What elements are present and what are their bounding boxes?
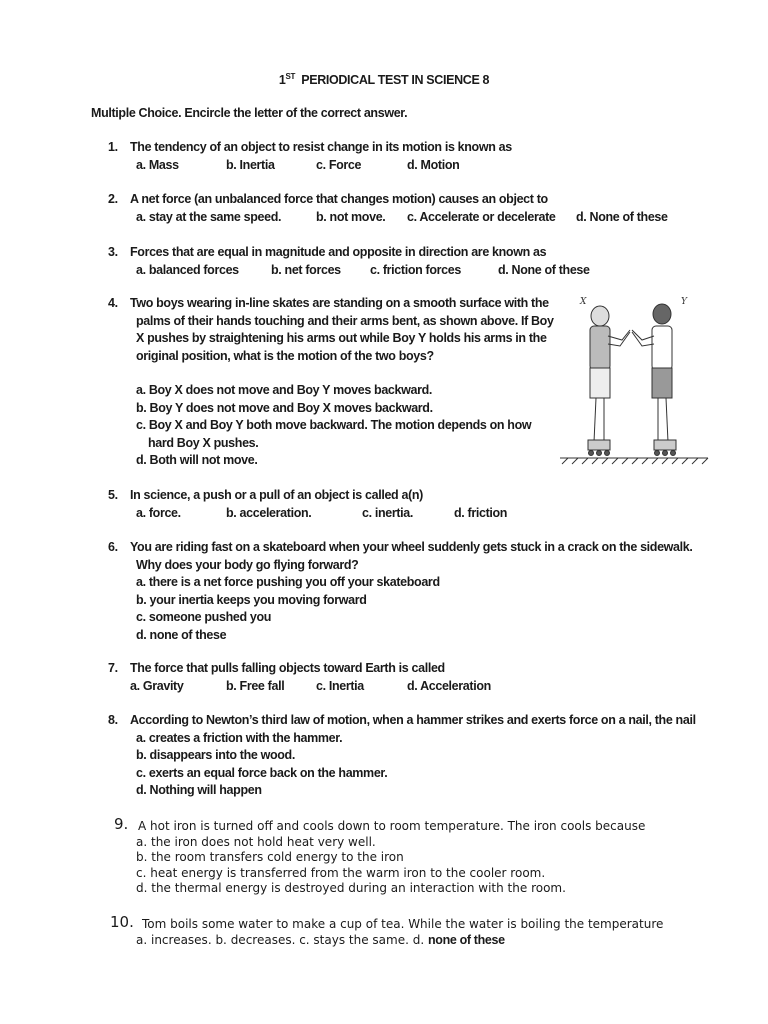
question-number: 3.: [108, 245, 118, 259]
question-9: [114, 815, 646, 897]
question-stem: Two boys wearing in-line skates are standing on a smooth surface with the palms of their hands touching and their arms bent, as shown above. If Boy X pushes by straightening his arms out while Boy Y holds his arms in the original position, what is the motion of the two boys?: [130, 296, 554, 363]
options-row: [130, 209, 668, 227]
question-4: [108, 295, 555, 470]
figure-two-boys-skating: [556, 292, 712, 470]
option-c[interactable]: c. inertia.: [362, 505, 414, 520]
title-text: PERIODICAL TEST IN SCIENCE 8: [301, 73, 490, 87]
question-7: [108, 660, 491, 695]
page-title: [0, 72, 768, 87]
option-d[interactable]: d. None of these: [498, 262, 590, 277]
question-stem: The force that pulls falling objects toward Earth is called: [130, 661, 445, 675]
option-d[interactable]: d. Acceleration: [407, 678, 491, 693]
option-b[interactable]: b. Boy Y does not move and Boy X moves backward.: [136, 400, 433, 415]
question-stem: Forces that are equal in magnitude and opposite in direction are known as: [130, 245, 547, 259]
option-a[interactable]: a. there is a net force pushing you off your skateboard: [136, 575, 440, 589]
option-d[interactable]: d. Both will not move.: [136, 453, 258, 467]
option-c[interactable]: c. heat energy is transferred from the warm iron to the cooler room.: [136, 865, 546, 880]
label-x: X: [580, 297, 587, 307]
boy-x-icon: [588, 306, 630, 456]
question-number: 4.: [108, 296, 118, 310]
question-number: 1.: [108, 140, 118, 154]
option-a[interactable]: a. stay at the same speed.: [136, 209, 282, 224]
question-8: [108, 712, 696, 800]
title-prefix: 1: [278, 73, 286, 87]
question-2: [108, 191, 668, 226]
question-1: [108, 139, 512, 174]
option-b[interactable]: b. disappears into the wood.: [136, 748, 295, 762]
option-c[interactable]: c. friction forces: [370, 262, 461, 277]
option-a[interactable]: a. balanced forces: [136, 262, 239, 277]
question-number: 2.: [108, 192, 118, 206]
option-a[interactable]: a. Gravity: [130, 678, 184, 693]
question-number: 6.: [108, 540, 118, 554]
question-number: 10.: [110, 913, 134, 931]
question-10: [110, 913, 664, 948]
option-d-text[interactable]: none of these: [428, 932, 505, 947]
boy-y-icon: [632, 304, 676, 456]
title-superscript: ST: [285, 72, 295, 81]
question-6: [108, 539, 693, 644]
option-a[interactable]: a. Boy X does not move and Boy Y moves backward.: [136, 383, 433, 397]
question-number: 9.: [114, 815, 129, 833]
label-y: Y: [681, 297, 687, 307]
ground-hatching: [560, 458, 708, 464]
question-stem: In science, a push or a pull of an object is called a(n): [130, 488, 423, 502]
option-c[interactable]: c. Inertia: [316, 678, 364, 693]
option-c[interactable]: c. Accelerate or decelerate: [407, 209, 556, 224]
option-b[interactable]: b. not move.: [316, 209, 386, 224]
option-d[interactable]: d. None of these: [576, 209, 668, 224]
option-b[interactable]: b. Inertia: [226, 157, 275, 172]
option-b[interactable]: b. your inertia keeps you moving forward: [136, 592, 367, 607]
question-number: 5.: [108, 488, 118, 502]
option-d[interactable]: d. none of these: [136, 627, 227, 642]
option-c-continued: hard Boy X pushes.: [148, 435, 259, 450]
option-c[interactable]: c. exerts an equal force back on the hammer.: [136, 765, 388, 780]
options-inline[interactable]: a. increases. b. decreases. c. stays the same. d.: [136, 932, 425, 947]
options-row: [130, 678, 491, 696]
option-d[interactable]: d. Nothing will happen: [136, 783, 262, 797]
option-d[interactable]: d. the thermal energy is destroyed during an interaction with the room.: [136, 881, 566, 895]
option-c[interactable]: c. Boy X and Boy Y both move backward. The motion depends on how: [136, 418, 532, 432]
option-b[interactable]: b. acceleration.: [226, 505, 312, 520]
question-5: [108, 487, 508, 522]
option-b[interactable]: b. Free fall: [226, 678, 285, 693]
option-d[interactable]: d. friction: [454, 505, 508, 520]
question-stem: According to Newton’s third law of motion, when a hammer strikes and exerts force on a nail, the nail: [130, 713, 696, 727]
question-stem: Tom boils some water to make a cup of tea. While the water is boiling the temperature: [142, 917, 664, 931]
question-3: [108, 244, 590, 279]
option-d[interactable]: d. Motion: [407, 157, 460, 172]
options-line: [136, 933, 663, 949]
option-a[interactable]: a. the iron does not hold heat very well.: [136, 834, 376, 849]
question-stem: You are riding fast on a skateboard when your wheel suddenly gets stuck in a crack on the sidewalk.: [130, 540, 693, 554]
options-row: [130, 262, 590, 280]
options-row: [130, 505, 508, 523]
option-c[interactable]: c. someone pushed you: [136, 610, 272, 624]
option-b[interactable]: b. the room transfers cold energy to the iron: [136, 850, 404, 864]
question-stem: A hot iron is turned off and cools down to room temperature. The iron cools because: [138, 819, 646, 833]
question-number: 8.: [108, 713, 118, 727]
question-stem: A net force (an unbalanced force that changes motion) causes an object to: [130, 192, 548, 206]
options-row: [130, 157, 512, 175]
option-a[interactable]: a. creates a friction with the hammer.: [136, 730, 343, 745]
question-stem: The tendency of an object to resist change in its motion is known as: [130, 140, 512, 154]
question-stem-continued: Why does your body go flying forward?: [136, 557, 359, 572]
option-a[interactable]: a. force.: [136, 505, 181, 520]
instructions: Multiple Choice. Encircle the letter of the correct answer.: [91, 106, 408, 120]
option-c[interactable]: c. Force: [316, 157, 362, 172]
option-a[interactable]: a. Mass: [136, 157, 179, 172]
question-number: 7.: [108, 661, 118, 675]
option-b[interactable]: b. net forces: [271, 262, 341, 277]
